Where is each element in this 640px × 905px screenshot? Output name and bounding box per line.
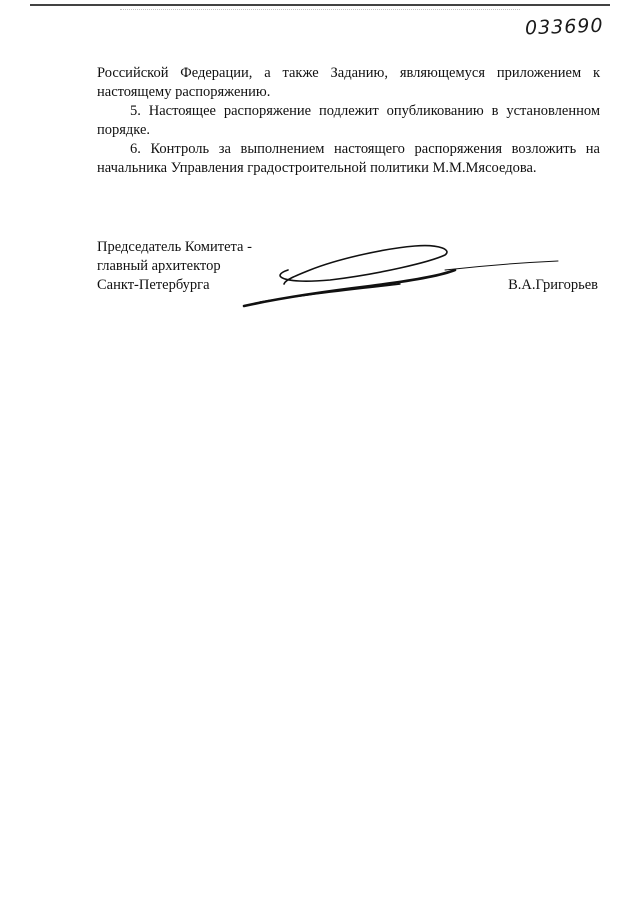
handwritten-signature xyxy=(240,240,560,315)
signatory-title-line-2: главный архитектор xyxy=(97,258,221,274)
signature-stroke-secondary xyxy=(260,284,400,302)
top-scan-artifact xyxy=(120,9,520,10)
paragraph-5: 5. Настоящее распоряжение подлежит опубликованию в установленном порядке. xyxy=(97,103,600,138)
signatory-title-line-3: Санкт-Петербурга xyxy=(97,277,210,293)
document-body xyxy=(97,64,600,178)
signature-stroke-main xyxy=(244,270,455,306)
signatory-name: В.А.Григорьев xyxy=(508,277,598,293)
signature-tail xyxy=(445,261,558,270)
paragraph-6: 6. Контроль за выполнением настоящего распоряжения возложить на начальника Управления градостроительной политики М.М.Мясоедова. xyxy=(97,141,600,176)
document-number: 033690 xyxy=(525,14,605,40)
signatory-title-line-1: Председатель Комитета - xyxy=(97,239,252,255)
top-scan-rule xyxy=(30,4,610,6)
paragraph-continuation: Российской Федерации, а также Заданию, являющемуся приложением к настоящему распоряжению. xyxy=(97,65,600,100)
